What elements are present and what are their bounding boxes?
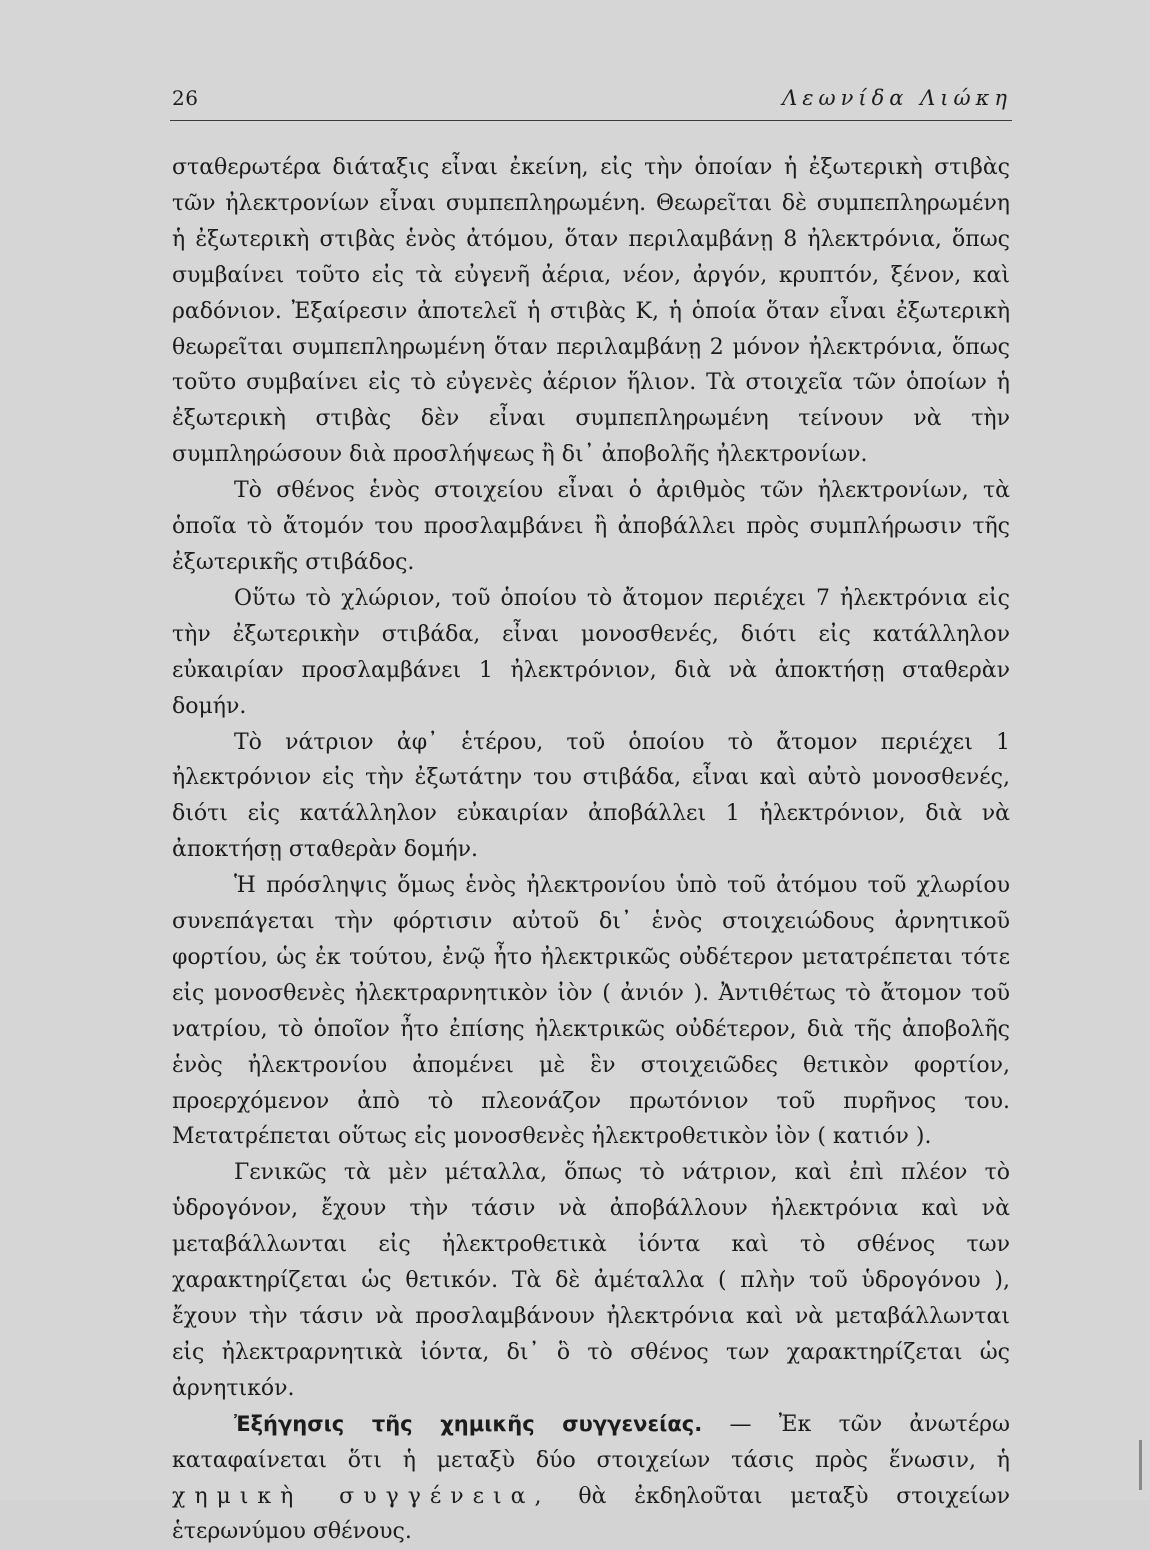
section-text-start: Ἐκ τῶν ἀνωτέρω καταφαίνεται ὅτι ἡ μεταξὺ δύο στοιχείων τάσις πρὸς ἕνωσιν, ἡ: [172, 1411, 1010, 1473]
section-text-end: θὰ ἐκδηλοῦται μεταξὺ στοιχείων ἑτερωνύμου σθένους.: [172, 1483, 1010, 1545]
main-text: [172, 150, 1010, 1550]
scan-edge-mark: [1139, 1440, 1142, 1490]
paragraph: Τὸ νάτριον ἀφ᾿ ἑτέρου, τοῦ ὁποίου τὸ ἄτομον περιέχει 1 ἠλεκτρόνιον εἰς τὴν ἐξωτάτην του στιβάδα, εἶναι καὶ αὐτὸ μονοσθενές, διότι εἰς κατάλληλον εὐκαιρίαν ἀποβάλλει 1 ἠλεκτρόνιον, διὰ νὰ ἀποκτήσῃ σταθερὰν δομήν.: [172, 729, 1010, 863]
section-heading: Ἐξήγησις τῆς χημικῆς συγγενείας.: [234, 1411, 703, 1436]
paragraph: Τὸ σθένος ἑνὸς στοιχείου εἶναι ὁ ἀριθμὸς τῶν ἠλεκτρονίων, τὰ ὁποῖα τὸ ἄτομόν του προσλαμβάνει ἢ ἀποβάλλει πρὸς συμπλήρωσιν τῆς ἐξωτερικῆς στιβάδος.: [172, 478, 1010, 575]
header-rule: [170, 120, 1012, 121]
page-number: 26: [172, 86, 199, 110]
page-header: [172, 86, 1012, 116]
paragraph: Οὕτω τὸ χλώριον, τοῦ ὁποίου τὸ ἄτομον περιέχει 7 ἠλεκτρόνια εἰς τὴν ἐξωτερικὴν στιβάδα, εἶναι μονοσθενές, διότι εἰς κατάλληλον εὐκαιρίαν προσλαμβάνει 1 ἠλεκτρόνιον, διὰ νὰ ἀποκτήσῃ σταθερὰν δομήν.: [172, 585, 1010, 719]
emphasized-term: χημικὴ συγγένεια,: [172, 1483, 551, 1509]
heading-dash: —: [702, 1411, 779, 1437]
paragraph: Γενικῶς τὰ μὲν μέταλλα, ὅπως τὸ νάτριον, καὶ ἐπὶ πλέον τὸ ὑδρογόνον, ἔχουν τὴν τάσιν νὰ ἀποβάλλουν ἠλεκτρόνια καὶ νὰ μεταβάλλωνται εἰς ἠλεκτροθετικὰ ἰόντα καὶ τὸ σθένος των χαρακτηρίζεται ὡς θετικόν. Τὰ δὲ ἀμέταλλα ( πλὴν τοῦ ὑδρογόνου ), ἔχουν τὴν τάσιν νὰ προσλαμβάνουν ἠλεκτρόνια καὶ νὰ μεταβάλλωνται εἰς ἠλεκτραρνητικὰ ἰόντα, δι᾿ ὃ τὸ σθένος των χαρακτηρίζεται ὡς ἀρνητικόν.: [172, 1160, 1010, 1401]
running-head-author: Λεωνίδα Λιώκη: [782, 86, 1012, 110]
paragraph: σταθερωτέρα διάταξις εἶναι ἐκείνη, εἰς τὴν ὁποίαν ἡ ἐξωτερικὴ στιβὰς τῶν ἠλεκτρονίων εἶναι συμπεπληρωμένη. Θεωρεῖται δὲ συμπεπληρωμένη ἡ ἐξωτερικὴ στιβὰς ἑνὸς ἀτόμου, ὅταν περιλαμβάνῃ 8 ἠλεκτρόνια, ὅπως συμβαίνει τοῦτο εἰς τὰ εὐγενῆ ἀέρια, νέον, ἀργόν, κρυπτόν, ξένον, καὶ ραδόνιον. Ἐξαίρεσιν ἀποτελεῖ ἡ στιβὰς Κ, ἡ ὁποία ὅταν εἶναι ἐξωτερικὴ θεωρεῖται συμπεπληρωμένη ὅταν περιλαμβάνῃ 2 μόνον ἠλεκτρόνια, ὅπως τοῦτο συμβαίνει εἰς τὸ εὐγενὲς ἀέριον ἥλιον. Τὰ στοιχεῖα τῶν ὁποίων ἡ ἐξωτερικὴ στιβὰς δὲν εἶναι συμπεπληρωμένη τείνουν νὰ τὴν συμπληρώσουν διὰ προσλήψεως ἢ δι᾿ ἀποβολῆς ἠλεκτρονίων.: [172, 155, 1010, 468]
paragraph: Ἡ πρόσληψις ὅμως ἑνὸς ἠλεκτρονίου ὑπὸ τοῦ ἀτόμου τοῦ χλωρίου συνεπάγεται τὴν φόρτισιν αὐτοῦ δι᾿ ἑνὸς στοιχειώδους ἀρνητικοῦ φορτίου, ὡς ἐκ τούτου, ἐνῷ ἦτο ἠλεκτρικῶς οὐδέτερον μετατρέπεται τότε εἰς μονοσθενὲς ἠλεκτραρνητικὸν ἰὸν ( ἀνιόν ). Ἀντιθέτως τὸ ἄτομον τοῦ νατρίου, τὸ ὁποῖον ἦτο ἐπίσης ἠλεκτρικῶς οὐδέτερον, διὰ τῆς ἀποβολῆς ἑνὸς ἠλεκτρονίου ἀπομένει μὲ ἓν στοιχειῶδες θετικὸν φορτίον, προερχόμενον ἀπὸ τὸ πλεονάζον πρωτόνιον τοῦ πυρῆνος του. Μετατρέπεται οὕτως εἰς μονοσθενὲς ἠλεκτροθετικὸν ἰὸν ( κατιόν ).: [172, 873, 1010, 1150]
section-paragraph: [172, 1407, 1010, 1550]
